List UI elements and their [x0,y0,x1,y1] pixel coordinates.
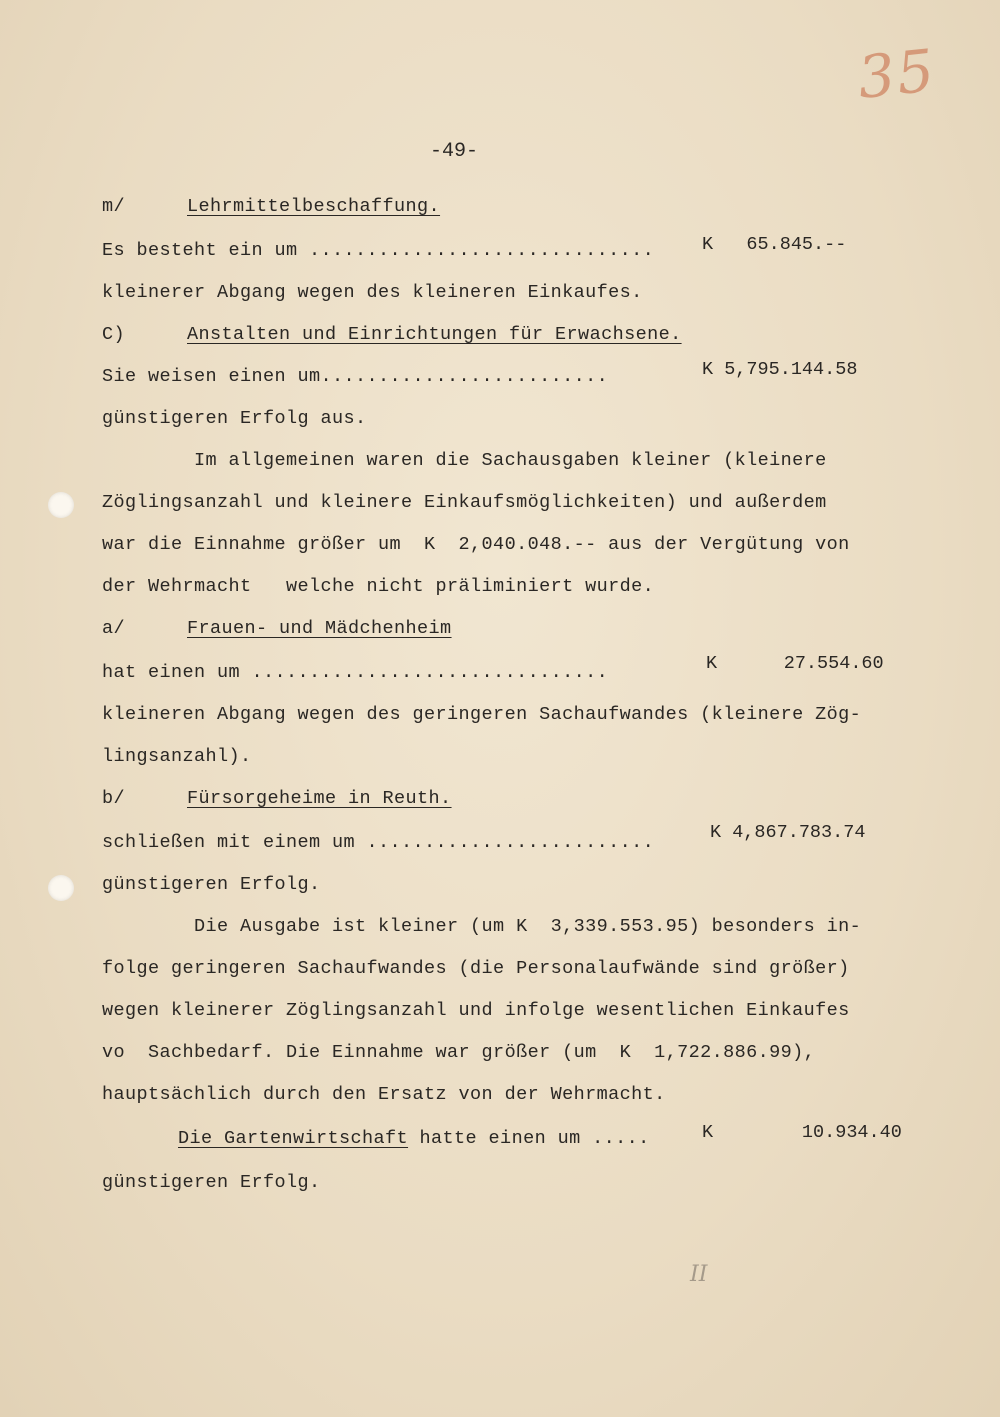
amount: K 4,867.783.74 [710,822,866,843]
text-line: lingsanzahl). [102,746,252,767]
section-label: m/ [102,196,126,217]
punch-hole [48,492,74,518]
section-b-heading [102,788,452,809]
text-line: günstigeren Erfolg. [102,1172,321,1193]
section-label: C) [102,324,126,345]
punch-hole [48,875,74,901]
paragraph-line: der Wehrmacht welche nicht präliminiert wurde. [102,576,655,597]
section-label: b/ [102,788,126,809]
paragraph-line: folge geringeren Sachaufwandes (die Personalaufwände sind größer) [102,958,850,979]
paragraph-line: Im allgemeinen waren die Sachausgaben kleiner (kleinere [102,450,827,471]
section-title: Fürsorgeheime in Reuth. [187,788,452,809]
amount: K 5,795.144.58 [702,359,858,380]
section-label: a/ [102,618,126,639]
text-line: günstigeren Erfolg aus. [102,408,367,429]
bottom-mark: II [690,1262,708,1287]
garden-text: hatte einen um ..... [408,1128,650,1149]
section-a-heading [102,618,452,639]
folio-number: 35 [854,36,940,112]
section-c-heading [102,324,682,345]
text-line: Es besteht ein um .............................. [102,240,655,261]
text-line: hat einen um ............................... [102,662,609,683]
amount: K 10.934.40 [702,1122,902,1143]
amount: K 27.554.60 [706,653,884,674]
text-line: schließen mit einem um ......................... [102,832,655,853]
text-line: Sie weisen einen um......................... [102,366,609,387]
garden-line [178,1128,650,1149]
amount: K 65.845.-- [702,234,847,255]
section-m-heading [102,196,440,217]
paragraph-line: Zöglingsanzahl und kleinere Einkaufsmöglichkeiten) und außerdem [102,492,827,513]
section-title: Lehrmittelbeschaffung. [187,196,441,217]
paragraph-line: Die Ausgabe ist kleiner (um K 3,339.553.95) besonders in- [102,916,862,937]
text-line: kleineren Abgang wegen des geringeren Sachaufwandes (kleinere Zög- [102,704,862,725]
paragraph-line: hauptsächlich durch den Ersatz von der Wehrmacht. [102,1084,666,1105]
section-title: Anstalten und Einrichtungen für Erwachsene. [187,324,682,345]
text-line: günstigeren Erfolg. [102,874,321,895]
garden-title: Die Gartenwirtschaft [178,1128,409,1149]
paragraph-line: wegen kleinerer Zöglingsanzahl und infolge wesentlichen Einkaufes [102,1000,850,1021]
section-title: Frauen- und Mädchenheim [187,618,452,639]
text-line: kleinerer Abgang wegen des kleineren Einkaufes. [102,282,643,303]
page-number: -49- [430,140,479,163]
paragraph-line: war die Einnahme größer um K 2,040.048.-- aus der Vergütung von [102,534,850,555]
paragraph-line: vo Sachbedarf. Die Einnahme war größer (um K 1,722.886.99), [102,1042,816,1063]
